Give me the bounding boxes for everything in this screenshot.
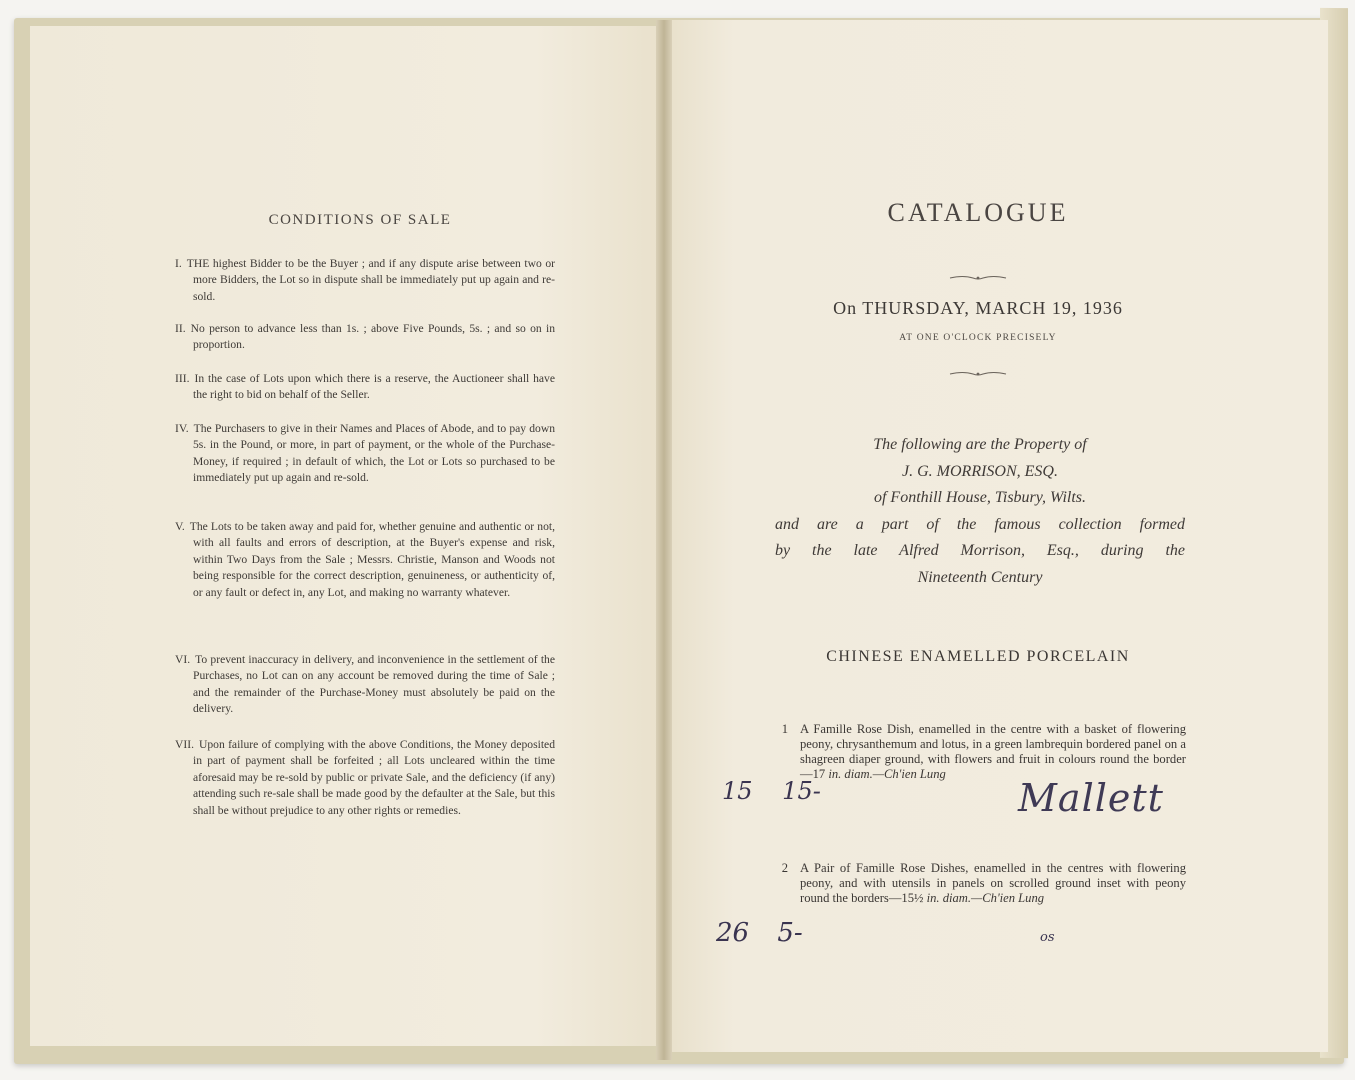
condition-7 [175,737,555,819]
condition-6 [175,652,555,718]
handwritten-mark: os [1040,930,1055,945]
condition-number: III. [175,372,190,385]
book-gutter [656,20,672,1060]
lot-2 [781,861,1186,906]
condition-text: The Purchasers to give in their Names and Places of Abode, and to pay down 5s. in the Pound, or more, in part of payment, or the whole of the Purchase-Money, if required ; in default of which, the Lot or Lots so purchased to be immediately put up again and re-sold. [193,422,555,485]
lot-number: 2 [781,861,788,875]
property-line: Nineteenth Century [917,568,1043,586]
lot-dimensions: in. diam.—Ch'ien Lung [926,891,1045,905]
condition-number: IV. [175,422,189,435]
property-line: by the late Alfred Morrison, Esq., during the [775,542,1185,559]
condition-3 [175,371,555,404]
property-line: of Fonthill House, Tisbury, Wilts. [873,489,1087,506]
condition-text: The Lots to be taken away and paid for, whether genuine and authentic or not, with all faults and errors of description, at the Buyer's expense and risk, within Two Days from the Sale ; Messrs. Christie, Manson and Woods not being responsible for the correct description, genuineness, or authenticity of, or any fault or defect in, any Lot, and making no warranty whatever. [189,520,555,599]
condition-text: In the case of Lots upon which there is a reserve, the Auctioneer shall have the right to bid on behalf of the Seller. [193,372,555,402]
section-heading: CHINESE ENAMELLED PORCELAIN [826,648,1130,665]
ornament-divider [948,370,1008,378]
handwritten-price-lot-1: 15 15- [722,777,821,805]
lot-description: A Pair of Famille Rose Dishes, enamelled in the centres with flowering peony, and with utensils in panels on scrolled ground inset with peony round the borders—15½ [800,861,1186,905]
condition-number: V. [175,520,185,533]
ornament-divider [948,274,1008,282]
property-statement [775,432,1185,591]
handwritten-price-lot-2: 26 5- [716,918,803,948]
lot-number: 1 [781,722,788,736]
conditions-title: CONDITIONS OF SALE [268,212,452,228]
condition-1 [175,256,555,305]
condition-text: THE highest Bidder to be the Buyer ; and if any dispute arise between two or more Bidders, the Lot so in dispute shall be immediately put up again and re-sold. [186,257,555,303]
lot-dimensions: in. diam.—Ch'ien Lung [828,767,946,781]
owner-name: J. G. MORRISON, ESQ. [902,462,1058,480]
condition-5 [175,519,555,601]
lot-description: A Famille Rose Dish, enamelled in the centre with a basket of flowering peony, chrysanthemum and lotus, in a green lambrequin bordered panel on a shagreen diaper ground, with flowers and fruit in colours round the border—17 [800,722,1186,781]
handwritten-buyer-signature: Mallett [1018,776,1164,820]
sale-date: On THURSDAY, MARCH 19, 1936 [833,298,1123,318]
catalogue-title: CATALOGUE [887,198,1069,227]
condition-text: No person to advance less than 1s. ; above Five Pounds, 5s. ; and so on in proportion. [190,322,555,352]
condition-text: To prevent inaccuracy in delivery, and inconvenience in the settlement of the Purchases, no Lot can on any account be removed during the time of Sale ; and the remainder of the Purchase-Money must absolutely be paid on the delivery. [193,653,555,716]
property-line: The following are the Property of [873,436,1087,453]
condition-4 [175,421,555,487]
condition-2 [175,321,555,354]
condition-number: I. [175,257,182,270]
condition-number: VI. [175,653,191,666]
condition-text: Upon failure of complying with the above Conditions, the Money deposited in part of payment shall be forfeited ; all Lots uncleared within the time aforesaid may be re-sold by public or private Sale, and the deficiency (if any) attending such re-sale shall be made good by the defaulter at the Sale, but this shall be without prejudice to any other rights or remedies. [193,738,555,817]
property-line: and are a part of the famous collection formed [775,515,1185,533]
condition-number: VII. [175,738,194,751]
sale-time: AT ONE O'CLOCK PRECISELY [899,333,1057,343]
condition-number: II. [175,322,186,335]
bleed-through-text [120,150,144,203]
lot-1 [781,722,1186,782]
